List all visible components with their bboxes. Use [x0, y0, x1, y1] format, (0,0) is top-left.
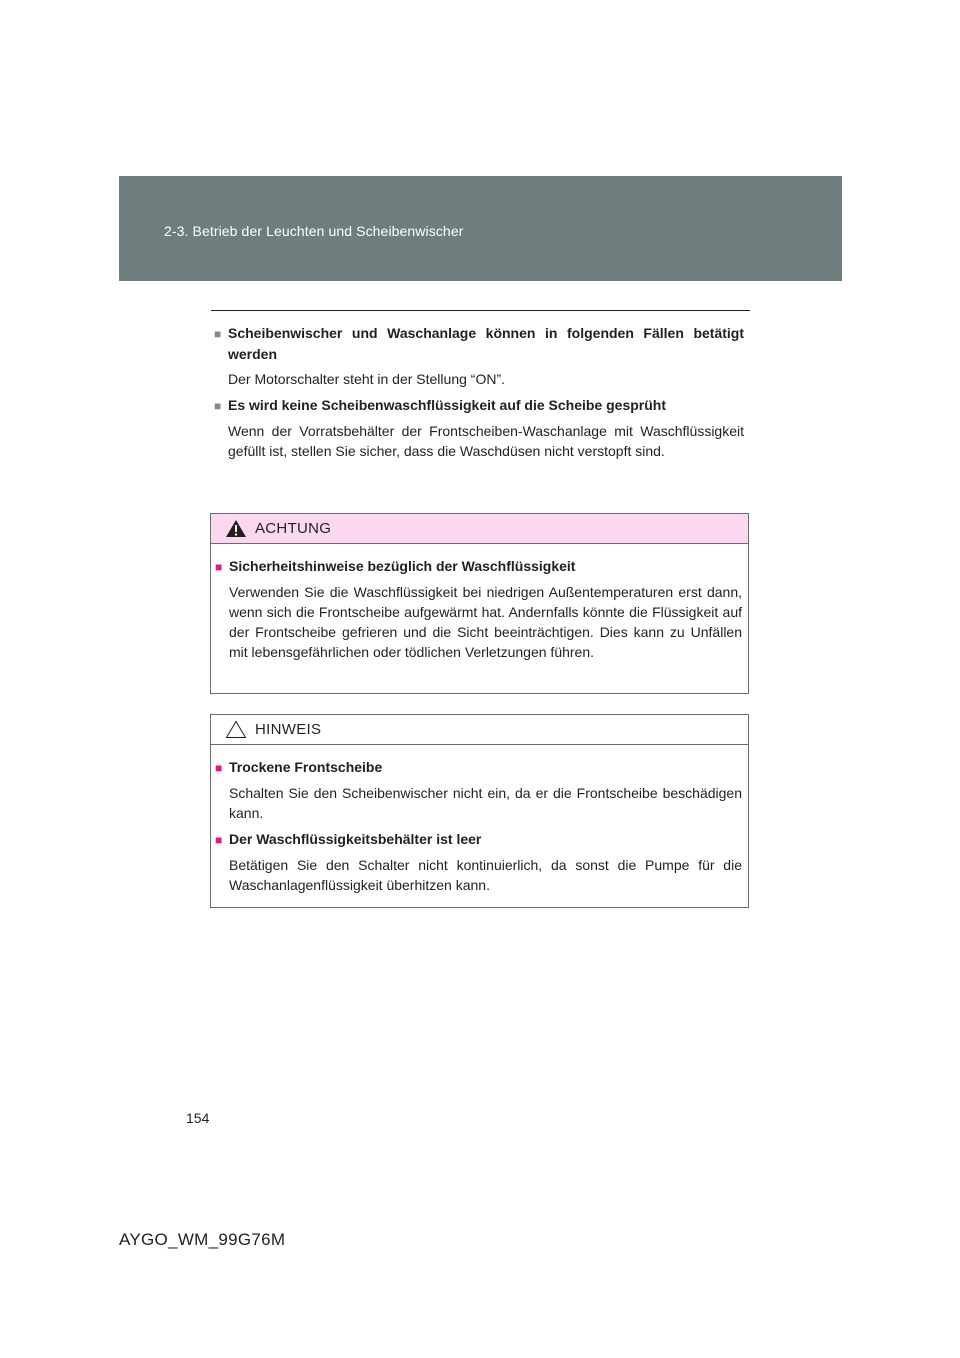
- achtung-label: ACHTUNG: [255, 520, 332, 537]
- section-body: Schalten Sie den Scheibenwischer nicht ein, da er die Frontscheibe beschädigen kann.: [229, 785, 742, 821]
- section-body: Wenn der Vorratsbehälter der Frontscheiben-Waschanlage mit Waschflüssigkeit gefüllt ist, stellen Sie sicher, dass die Waschdüsen nicht verstopft sind.: [228, 423, 744, 459]
- doc-code: AYGO_WM_99G76M: [119, 1230, 286, 1249]
- section-title: ■ Scheibenwischer und Waschanlage können in folgenden Fällen betätigt werden: [214, 325, 744, 362]
- top-divider: [211, 310, 750, 311]
- bullet-square-icon: ■: [214, 327, 222, 341]
- section-body: Der Motorschalter steht in der Stellung “ON”.: [228, 371, 505, 387]
- bullet-square-icon: ■: [214, 399, 222, 413]
- section-title: ■ Der Waschflüssigkeitsbehälter ist leer: [215, 829, 742, 850]
- hinweis-box: [210, 714, 749, 908]
- section-body: Betätigen Sie den Schalter nicht kontinuierlich, da sonst die Pumpe für die Waschanlagenflüssigkeit überhitzen kann.: [229, 857, 742, 893]
- info-section: [214, 395, 744, 461]
- bullet-square-icon: ■: [215, 833, 223, 847]
- bullet-square-icon: ■: [215, 560, 223, 574]
- breadcrumb: 2-3. Betrieb der Leuchten und Scheibenwischer: [164, 223, 464, 239]
- info-section: [214, 323, 744, 389]
- hinweis-content: [211, 745, 748, 913]
- achtung-content: [211, 544, 748, 680]
- bullet-square-icon: ■: [215, 761, 223, 775]
- hinweis-label: HINWEIS: [255, 721, 322, 738]
- section-title: ■ Sicherheitshinweise bezüglich der Waschflüssigkeit: [215, 556, 742, 577]
- achtung-header: [211, 514, 748, 544]
- warning-filled-icon: [225, 519, 247, 538]
- section-body: Verwenden Sie die Waschflüssigkeit bei niedrigen Außentemperaturen erst dann, wenn sich die Frontscheibe aufgewärmt hat. Andernfalls könnte die Flüssigkeit auf der Frontscheibe gefrieren und die Sicht beeinträchtigen. Dies kann zu Unfällen mit lebensgefährlichen oder tödlichen Verletzungen führen.: [229, 584, 742, 660]
- section-title: ■ Es wird keine Scheibenwaschflüssigkeit auf die Scheibe gesprüht: [214, 395, 744, 416]
- warning-outline-icon: [225, 720, 247, 739]
- section-title: ■ Trockene Frontscheibe: [215, 757, 742, 778]
- achtung-box: [210, 513, 749, 694]
- page-number: 154: [186, 1110, 210, 1126]
- chapter-header: [119, 176, 842, 281]
- info-sections: [214, 323, 744, 467]
- hinweis-header: [211, 715, 748, 745]
